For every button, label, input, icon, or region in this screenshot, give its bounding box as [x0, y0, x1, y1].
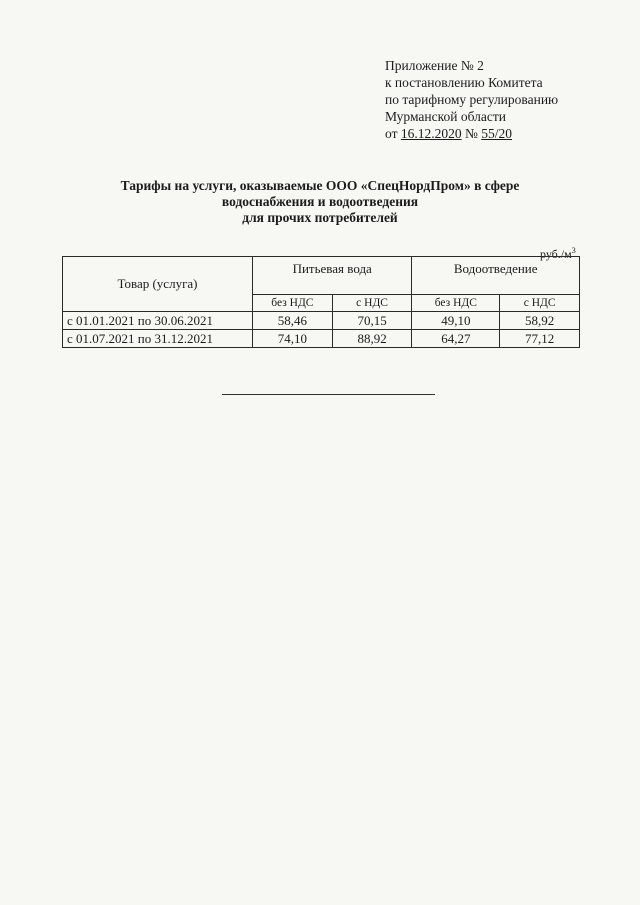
- water-vat-cell: 88,92: [332, 330, 412, 348]
- table-row: [63, 330, 580, 348]
- product-header: Товар (услуга): [63, 257, 253, 312]
- water-vat-cell: 70,15: [332, 312, 412, 330]
- water-group-header: Питьевая вода: [253, 257, 412, 295]
- title-line-2: водоснабжения и водоотведения: [221, 194, 419, 209]
- appendix-block: [385, 57, 625, 142]
- period-cell: с 01.07.2021 по 31.12.2021: [63, 330, 253, 348]
- appendix-number: 55/20: [481, 126, 513, 141]
- title-line-1: Тарифы на услуги, оказываемые ООО «СпецНордПром» в сфере: [120, 178, 520, 193]
- appendix-number-sign: №: [464, 126, 478, 141]
- appendix-line-1: Приложение № 2: [385, 58, 484, 73]
- appendix-line-4: Мурманской области: [385, 109, 506, 124]
- water-no-vat-header: без НДС: [253, 295, 333, 312]
- appendix-date-prefix: от: [385, 126, 398, 141]
- appendix-line-2: к постановлению Комитета: [385, 75, 543, 90]
- drainage-no-vat-cell: 64,27: [412, 330, 500, 348]
- drainage-no-vat-header: без НДС: [412, 295, 500, 312]
- separator-line: [222, 394, 435, 395]
- appendix-line-3: по тарифному регулированию: [385, 92, 559, 107]
- unit-text: руб./м: [540, 247, 572, 261]
- water-no-vat-cell: 74,10: [253, 330, 333, 348]
- drainage-vat-header: с НДС: [500, 295, 580, 312]
- water-vat-header: с НДС: [332, 295, 412, 312]
- appendix-date: 16.12.2020: [400, 126, 462, 141]
- drainage-no-vat-cell: 49,10: [412, 312, 500, 330]
- document-title: [60, 178, 580, 226]
- drainage-vat-cell: 58,92: [500, 312, 580, 330]
- table-row: [63, 312, 580, 330]
- drainage-group-header: Водоотведение: [412, 257, 580, 295]
- period-cell: с 01.01.2021 по 30.06.2021: [63, 312, 253, 330]
- tariff-table: [62, 256, 580, 348]
- table-header-row: [63, 257, 580, 295]
- unit-superscript: 3: [571, 246, 576, 255]
- title-line-3: для прочих потребителей: [242, 210, 398, 225]
- water-no-vat-cell: 58,46: [253, 312, 333, 330]
- drainage-vat-cell: 77,12: [500, 330, 580, 348]
- appendix-date-line: [385, 125, 625, 142]
